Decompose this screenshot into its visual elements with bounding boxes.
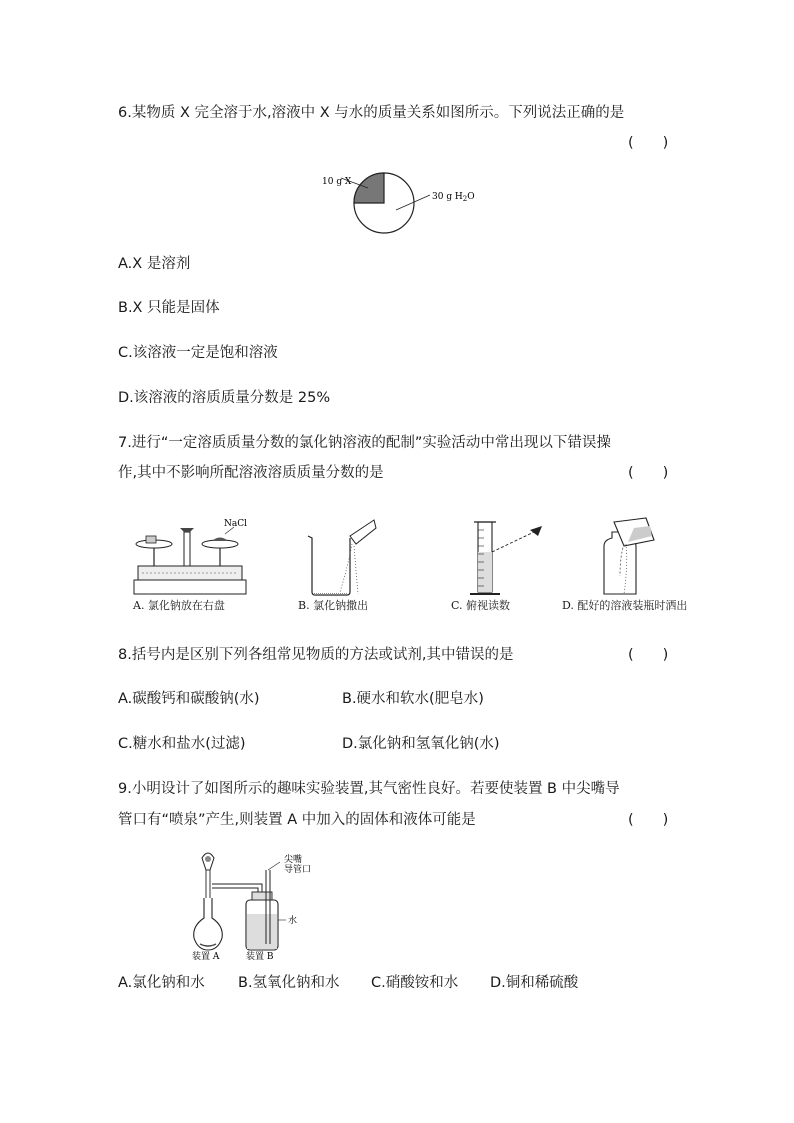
q9-option-a: A.氯化钠和水 [118, 975, 205, 991]
nacl-label: NaCl [224, 519, 248, 529]
q8-option-d: D.氯化钠和氢氧化钠(水) [342, 736, 500, 752]
q7-caption-b: B. 氯化钠撒出 [298, 599, 369, 612]
q8-answer-paren: ( ) [628, 647, 669, 663]
q9-stem-line2: 管口有“喷泉”产生,则装置 A 中加入的固体和液体可能是 [118, 812, 476, 828]
fountain-apparatus-figure [190, 848, 340, 962]
q7-answer-paren: ( ) [628, 465, 669, 481]
q9-answer-paren: ( ) [628, 812, 669, 828]
cylinder-reading-figure [450, 516, 550, 596]
q6-option-a: A.X 是溶剂 [118, 256, 191, 272]
eye-icon [530, 526, 542, 536]
q8-stem: 8.括号内是区别下列各组常见物质的方法或试剂,其中错误的是 [118, 647, 514, 663]
q8-option-b: B.硬水和软水(肥皂水) [342, 691, 484, 707]
beaker-spill-figure [300, 516, 380, 596]
water-label: 水 [288, 916, 298, 926]
pie-label-water: 30 g $H_2O$ [432, 192, 475, 203]
q9-option-c: C.硝酸铵和水 [371, 975, 459, 991]
q9-stem-line1: 9.小明设计了如图所示的趣味实验装置,其气密性良好。若要使装置 B 中尖嘴导 [118, 781, 620, 797]
q6-option-c: C.该溶液一定是饱和溶液 [118, 345, 278, 361]
pie-slice-x [354, 173, 384, 203]
q7-stem-line1: 7.进行“一定溶质质量分数的氯化钠溶液的配制”实验活动中常出现以下错误操 [118, 435, 611, 451]
q7-caption-d: D. 配好的溶液装瓶时洒出 [562, 599, 688, 612]
q6-pie-chart [310, 168, 510, 238]
device-a-label: 装置 A [192, 952, 220, 962]
q9-option-b: B.氢氧化钠和水 [238, 975, 340, 991]
q8-option-c: C.糖水和盐水(过滤) [118, 736, 246, 752]
q6-option-d: D.该溶液的溶质质量分数是 25% [118, 390, 331, 406]
q6-stem: 6.某物质 X 完全溶于水,溶液中 X 与水的质量关系如图所示。下列说法正确的是 [118, 105, 625, 121]
q8-option-a: A.碳酸钙和碳酸钠(水) [118, 691, 260, 707]
q7-caption-a: A. 氯化钠放在右盘 [133, 599, 225, 612]
q6-answer-paren: ( ) [628, 135, 669, 151]
balance-figure [130, 518, 260, 598]
q7-caption-c: C. 俯视读数 [451, 599, 511, 612]
q9-option-d: D.铜和稀硫酸 [490, 975, 579, 991]
nozzle-label-1: 尖嘴 [284, 855, 303, 865]
q7-stem-line2: 作,其中不影响所配溶液溶质质量分数的是 [118, 465, 384, 481]
pie-label-x: 10 g X [322, 177, 352, 187]
bottle-pouring-figure [590, 516, 680, 596]
nozzle-label-2: 导管口 [284, 865, 312, 875]
device-b-label: 装置 B [246, 952, 274, 962]
q6-option-b: B.X 只能是固体 [118, 300, 220, 316]
